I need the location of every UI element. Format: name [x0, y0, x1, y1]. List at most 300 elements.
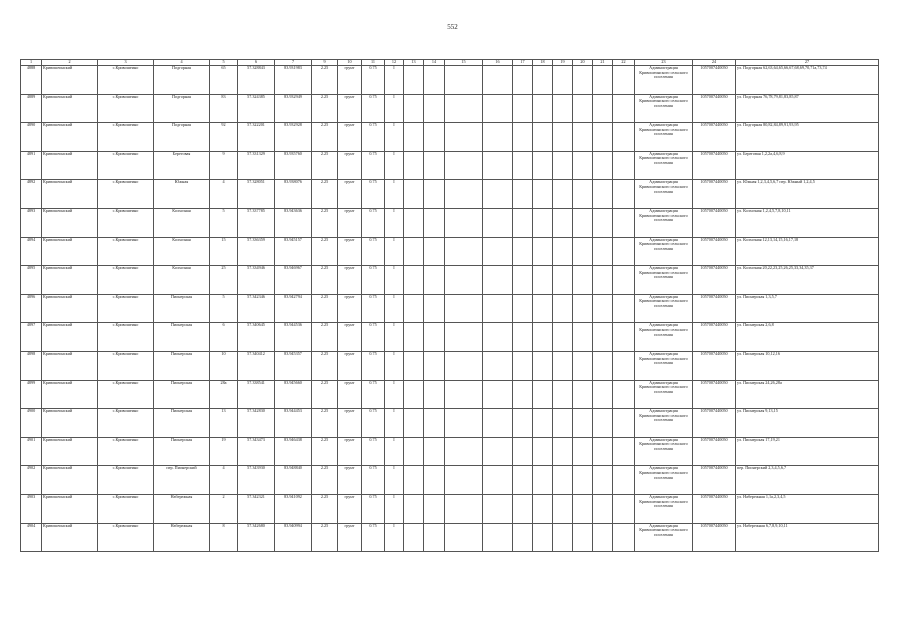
- street-cell: Пионерская: [154, 437, 210, 466]
- table-row: [21, 266, 879, 295]
- length-cell: 0.75: [362, 66, 385, 95]
- empty-cell: [483, 94, 513, 123]
- owner-cell: Администрация Кривошеинского сельского поселения: [635, 494, 693, 523]
- column-number-header: 2: [42, 60, 98, 66]
- street-cell: Подгорная: [154, 123, 210, 152]
- empty-cell: [513, 151, 533, 180]
- length-cell: 0.75: [362, 94, 385, 123]
- owner-cell: Администрация Кривошеинского сельского поселения: [635, 237, 693, 266]
- width-cell: 2.25: [312, 323, 338, 352]
- settlement-cell: с.Кривошеино: [98, 323, 154, 352]
- empty-cell: [553, 123, 573, 152]
- empty-cell: [445, 494, 483, 523]
- ogrn-cell: 1057007440050: [693, 180, 736, 209]
- district-cell: Кривошеинский: [42, 351, 98, 380]
- longitude-cell: 83.940994: [275, 523, 312, 552]
- width-cell: 2.25: [312, 466, 338, 495]
- empty-cell: [513, 237, 533, 266]
- house-number-cell: 8: [210, 523, 238, 552]
- category-cell: I: [385, 94, 404, 123]
- surface-cell: грунт: [338, 437, 362, 466]
- house-number-cell: 15: [210, 237, 238, 266]
- empty-cell: [593, 523, 613, 552]
- empty-cell: [533, 294, 553, 323]
- column-number-header: 18: [533, 60, 553, 66]
- category-cell: I: [385, 323, 404, 352]
- row-id: 4892: [21, 180, 42, 209]
- empty-cell: [424, 323, 445, 352]
- empty-cell: [553, 437, 573, 466]
- category-cell: I: [385, 409, 404, 438]
- empty-cell: [573, 123, 593, 152]
- empty-cell: [513, 437, 533, 466]
- empty-cell: [445, 380, 483, 409]
- table-row: [21, 523, 879, 552]
- table-row: [21, 466, 879, 495]
- owner-cell: Администрация Кривошеинского сельского поселения: [635, 66, 693, 95]
- empty-cell: [533, 266, 553, 295]
- empty-cell: [593, 266, 613, 295]
- empty-cell: [424, 237, 445, 266]
- empty-cell: [424, 94, 445, 123]
- house-number-cell: 19: [210, 437, 238, 466]
- ogrn-cell: 1057007440050: [693, 208, 736, 237]
- surface-cell: грунт: [338, 266, 362, 295]
- registry-table: [20, 59, 879, 552]
- empty-cell: [613, 123, 635, 152]
- settlement-cell: с.Кривошеино: [98, 208, 154, 237]
- column-number-header: 7: [275, 60, 312, 66]
- surface-cell: грунт: [338, 180, 362, 209]
- column-number-header: 13: [404, 60, 424, 66]
- addresses-cell: ул. Набережная 6,7,8,9,10,11: [736, 523, 879, 552]
- empty-cell: [513, 294, 533, 323]
- empty-cell: [445, 94, 483, 123]
- latitude-cell: 57.340412: [238, 351, 275, 380]
- latitude-cell: 57.342680: [238, 523, 275, 552]
- row-id: 4896: [21, 294, 42, 323]
- empty-cell: [404, 94, 424, 123]
- street-cell: Береговая: [154, 151, 210, 180]
- addresses-cell: ул. Набережная 1,1а,2,3,4,5: [736, 494, 879, 523]
- empty-cell: [573, 208, 593, 237]
- ogrn-cell: 1057007440050: [693, 437, 736, 466]
- longitude-cell: 83.941092: [275, 494, 312, 523]
- empty-cell: [593, 208, 613, 237]
- owner-cell: Администрация Кривошеинского сельского поселения: [635, 466, 693, 495]
- latitude-cell: 57.340645: [238, 323, 275, 352]
- surface-cell: грунт: [338, 208, 362, 237]
- street-cell: Южная: [154, 180, 210, 209]
- category-cell: I: [385, 123, 404, 152]
- surface-cell: грунт: [338, 494, 362, 523]
- length-cell: 0.75: [362, 208, 385, 237]
- width-cell: 2.25: [312, 94, 338, 123]
- surface-cell: грунт: [338, 409, 362, 438]
- empty-cell: [553, 294, 573, 323]
- empty-cell: [613, 323, 635, 352]
- empty-cell: [573, 237, 593, 266]
- empty-cell: [513, 323, 533, 352]
- longitude-cell: 83.948840: [275, 466, 312, 495]
- longitude-cell: 83.944536: [275, 323, 312, 352]
- empty-cell: [533, 380, 553, 409]
- length-cell: 0.75: [362, 180, 385, 209]
- empty-cell: [404, 323, 424, 352]
- empty-cell: [553, 380, 573, 409]
- latitude-cell: 57.342830: [238, 409, 275, 438]
- ogrn-cell: 1057007440050: [693, 466, 736, 495]
- column-number-header: 23: [635, 60, 693, 66]
- empty-cell: [553, 523, 573, 552]
- empty-cell: [513, 523, 533, 552]
- addresses-cell: ул. Колхозная 20,22,23,25,26,25,33,34,35,37: [736, 266, 879, 295]
- house-number-cell: 65: [210, 66, 238, 95]
- owner-cell: Администрация Кривошеинского сельского поселения: [635, 266, 693, 295]
- empty-cell: [593, 123, 613, 152]
- longitude-cell: 83.946967: [275, 266, 312, 295]
- empty-cell: [404, 437, 424, 466]
- empty-cell: [513, 208, 533, 237]
- column-number-header: 12: [385, 60, 404, 66]
- column-number-header: 15: [445, 60, 483, 66]
- street-cell: Подгорная: [154, 66, 210, 95]
- house-number-cell: 25: [210, 266, 238, 295]
- table-row: [21, 66, 879, 95]
- table-row: [21, 151, 879, 180]
- empty-cell: [483, 466, 513, 495]
- ogrn-cell: 1057007440050: [693, 494, 736, 523]
- length-cell: 0.75: [362, 523, 385, 552]
- empty-cell: [573, 494, 593, 523]
- settlement-cell: с.Кривошеино: [98, 380, 154, 409]
- district-cell: Кривошеинский: [42, 66, 98, 95]
- district-cell: Кривошеинский: [42, 237, 98, 266]
- empty-cell: [445, 123, 483, 152]
- empty-cell: [513, 380, 533, 409]
- length-cell: 0.75: [362, 437, 385, 466]
- empty-cell: [404, 523, 424, 552]
- empty-cell: [533, 151, 553, 180]
- ogrn-cell: 1057007440050: [693, 151, 736, 180]
- empty-cell: [483, 66, 513, 95]
- width-cell: 2.25: [312, 123, 338, 152]
- width-cell: 2.25: [312, 494, 338, 523]
- empty-cell: [613, 237, 635, 266]
- empty-cell: [483, 123, 513, 152]
- empty-cell: [553, 151, 573, 180]
- district-cell: Кривошеинский: [42, 266, 98, 295]
- house-number-cell: 28а: [210, 380, 238, 409]
- empty-cell: [533, 466, 553, 495]
- latitude-cell: 57.334946: [238, 266, 275, 295]
- settlement-cell: с.Кривошеино: [98, 123, 154, 152]
- empty-cell: [553, 323, 573, 352]
- width-cell: 2.25: [312, 66, 338, 95]
- empty-cell: [573, 409, 593, 438]
- addresses-cell: ул. Пионерская 1,3,5,7: [736, 294, 879, 323]
- column-number-header: 6: [238, 60, 275, 66]
- empty-cell: [553, 94, 573, 123]
- surface-cell: грунт: [338, 123, 362, 152]
- empty-cell: [593, 294, 613, 323]
- empty-cell: [613, 523, 635, 552]
- owner-cell: Администрация Кривошеинского сельского поселения: [635, 180, 693, 209]
- street-cell: Колхозная: [154, 237, 210, 266]
- owner-cell: Администрация Кривошеинского сельского поселения: [635, 523, 693, 552]
- empty-cell: [483, 294, 513, 323]
- empty-cell: [613, 266, 635, 295]
- empty-cell: [445, 66, 483, 95]
- row-id: 4894: [21, 237, 42, 266]
- settlement-cell: с.Кривошеино: [98, 180, 154, 209]
- column-number-header: 3: [98, 60, 154, 66]
- empty-cell: [483, 494, 513, 523]
- empty-cell: [445, 266, 483, 295]
- empty-cell: [445, 180, 483, 209]
- column-number-header: 22: [613, 60, 635, 66]
- empty-cell: [513, 123, 533, 152]
- empty-cell: [593, 494, 613, 523]
- category-cell: I: [385, 380, 404, 409]
- house-number-cell: 6: [210, 323, 238, 352]
- empty-cell: [553, 409, 573, 438]
- house-number-cell: 5: [210, 208, 238, 237]
- district-cell: Кривошеинский: [42, 437, 98, 466]
- row-id: 4899: [21, 380, 42, 409]
- addresses-cell: ул. Пионерская 9,13,15: [736, 409, 879, 438]
- category-cell: I: [385, 208, 404, 237]
- empty-cell: [483, 180, 513, 209]
- category-cell: I: [385, 351, 404, 380]
- empty-cell: [445, 323, 483, 352]
- empty-cell: [404, 208, 424, 237]
- empty-cell: [573, 66, 593, 95]
- settlement-cell: с.Кривошеино: [98, 66, 154, 95]
- street-cell: Пионерская: [154, 323, 210, 352]
- owner-cell: Администрация Кривошеинского сельского поселения: [635, 208, 693, 237]
- empty-cell: [445, 294, 483, 323]
- row-id: 4893: [21, 208, 42, 237]
- district-cell: Кривошеинский: [42, 294, 98, 323]
- table-row: [21, 323, 879, 352]
- column-number-header: 21: [593, 60, 613, 66]
- surface-cell: грунт: [338, 380, 362, 409]
- length-cell: 0.75: [362, 409, 385, 438]
- empty-cell: [424, 351, 445, 380]
- empty-cell: [404, 409, 424, 438]
- ogrn-cell: 1057007440050: [693, 294, 736, 323]
- latitude-cell: 57.328843: [238, 66, 275, 95]
- latitude-cell: 57.343473: [238, 437, 275, 466]
- empty-cell: [593, 323, 613, 352]
- house-number-cell: 4: [210, 466, 238, 495]
- empty-cell: [445, 351, 483, 380]
- settlement-cell: с.Кривошеино: [98, 437, 154, 466]
- settlement-cell: с.Кривошеино: [98, 294, 154, 323]
- settlement-cell: с.Кривошеино: [98, 237, 154, 266]
- width-cell: 2.25: [312, 351, 338, 380]
- table-row: [21, 237, 879, 266]
- street-cell: Пионерская: [154, 351, 210, 380]
- row-id: 4897: [21, 323, 42, 352]
- longitude-cell: 83.931983: [275, 66, 312, 95]
- house-number-cell: 5: [210, 294, 238, 323]
- row-id: 4891: [21, 151, 42, 180]
- empty-cell: [513, 494, 533, 523]
- row-id: 4889: [21, 94, 42, 123]
- house-number-cell: 13: [210, 409, 238, 438]
- empty-cell: [573, 466, 593, 495]
- column-number-header: 9: [312, 60, 338, 66]
- owner-cell: Администрация Кривошеинского сельского поселения: [635, 351, 693, 380]
- empty-cell: [424, 409, 445, 438]
- empty-cell: [613, 294, 635, 323]
- length-cell: 0.75: [362, 466, 385, 495]
- addresses-cell: ул. Колхозная 1,2,4,5,7,8,10,11: [736, 208, 879, 237]
- addresses-cell: ул. Колхозная 12,13,14,15,16,17,18: [736, 237, 879, 266]
- length-cell: 0.75: [362, 351, 385, 380]
- table-row: [21, 351, 879, 380]
- addresses-cell: ул. Подгорная 76,78,79,81,83,85,87: [736, 94, 879, 123]
- column-number-header: 20: [573, 60, 593, 66]
- latitude-cell: 57.342346: [238, 294, 275, 323]
- street-cell: Пионерская: [154, 409, 210, 438]
- empty-cell: [445, 466, 483, 495]
- owner-cell: Администрация Кривошеинского сельского поселения: [635, 123, 693, 152]
- empty-cell: [424, 123, 445, 152]
- category-cell: I: [385, 237, 404, 266]
- category-cell: I: [385, 151, 404, 180]
- empty-cell: [404, 266, 424, 295]
- empty-cell: [593, 437, 613, 466]
- width-cell: 2.25: [312, 437, 338, 466]
- table-row: [21, 180, 879, 209]
- ogrn-cell: 1057007440050: [693, 409, 736, 438]
- house-number-cell: 10: [210, 351, 238, 380]
- settlement-cell: с.Кривошеино: [98, 494, 154, 523]
- surface-cell: грунт: [338, 94, 362, 123]
- empty-cell: [573, 151, 593, 180]
- empty-cell: [513, 351, 533, 380]
- district-cell: Кривошеинский: [42, 409, 98, 438]
- category-cell: I: [385, 494, 404, 523]
- empty-cell: [613, 494, 635, 523]
- street-cell: Пионерская: [154, 380, 210, 409]
- empty-cell: [424, 208, 445, 237]
- column-number-header: 10: [338, 60, 362, 66]
- page-number: 552: [447, 23, 458, 31]
- category-cell: I: [385, 523, 404, 552]
- empty-cell: [573, 323, 593, 352]
- empty-cell: [613, 437, 635, 466]
- empty-cell: [533, 66, 553, 95]
- empty-cell: [424, 151, 445, 180]
- row-id: 4901: [21, 437, 42, 466]
- empty-cell: [483, 409, 513, 438]
- empty-cell: [573, 180, 593, 209]
- table-row: [21, 409, 879, 438]
- empty-cell: [553, 208, 573, 237]
- table-row: [21, 208, 879, 237]
- empty-cell: [404, 351, 424, 380]
- width-cell: 2.25: [312, 523, 338, 552]
- latitude-cell: 57.328051: [238, 180, 275, 209]
- empty-cell: [483, 437, 513, 466]
- category-cell: I: [385, 466, 404, 495]
- house-number-cell: 83: [210, 94, 238, 123]
- district-cell: Кривошеинский: [42, 523, 98, 552]
- table-row: [21, 380, 879, 409]
- column-number-header: 1: [21, 60, 42, 66]
- empty-cell: [533, 494, 553, 523]
- empty-cell: [573, 523, 593, 552]
- latitude-cell: 57.336359: [238, 237, 275, 266]
- addresses-cell: ул. Пионерская 17,19,21: [736, 437, 879, 466]
- empty-cell: [533, 123, 553, 152]
- district-cell: Кривошеинский: [42, 466, 98, 495]
- empty-cell: [593, 237, 613, 266]
- empty-cell: [573, 351, 593, 380]
- empty-cell: [513, 94, 533, 123]
- owner-cell: Администрация Кривошеинского сельского поселения: [635, 437, 693, 466]
- table-body: [21, 66, 879, 552]
- length-cell: 0.75: [362, 266, 385, 295]
- street-cell: Набережная: [154, 494, 210, 523]
- district-cell: Кривошеинский: [42, 208, 98, 237]
- length-cell: 0.75: [362, 237, 385, 266]
- settlement-cell: с.Кривошеино: [98, 266, 154, 295]
- column-number-header: 24: [693, 60, 736, 66]
- category-cell: I: [385, 266, 404, 295]
- latitude-cell: 57.331329: [238, 151, 275, 180]
- settlement-cell: с.Кривошеино: [98, 151, 154, 180]
- longitude-cell: 83.945357: [275, 351, 312, 380]
- longitude-cell: 83.943636: [275, 208, 312, 237]
- empty-cell: [404, 66, 424, 95]
- empty-cell: [533, 409, 553, 438]
- surface-cell: грунт: [338, 523, 362, 552]
- empty-cell: [513, 409, 533, 438]
- longitude-cell: 83.944453: [275, 409, 312, 438]
- length-cell: 0.75: [362, 494, 385, 523]
- district-cell: Кривошеинский: [42, 94, 98, 123]
- empty-cell: [593, 466, 613, 495]
- street-cell: Колхозная: [154, 266, 210, 295]
- empty-cell: [404, 151, 424, 180]
- empty-cell: [593, 180, 613, 209]
- empty-cell: [613, 151, 635, 180]
- empty-cell: [553, 494, 573, 523]
- empty-cell: [593, 380, 613, 409]
- length-cell: 0.75: [362, 151, 385, 180]
- surface-cell: грунт: [338, 323, 362, 352]
- addresses-cell: ул. Пионерская 10,12,16: [736, 351, 879, 380]
- row-id: 4902: [21, 466, 42, 495]
- empty-cell: [533, 437, 553, 466]
- width-cell: 2.25: [312, 409, 338, 438]
- empty-cell: [483, 266, 513, 295]
- surface-cell: грунт: [338, 294, 362, 323]
- table-row: [21, 494, 879, 523]
- empty-cell: [573, 94, 593, 123]
- empty-cell: [404, 494, 424, 523]
- empty-cell: [483, 237, 513, 266]
- empty-cell: [573, 380, 593, 409]
- ogrn-cell: 1057007440050: [693, 380, 736, 409]
- empty-cell: [593, 66, 613, 95]
- empty-cell: [404, 237, 424, 266]
